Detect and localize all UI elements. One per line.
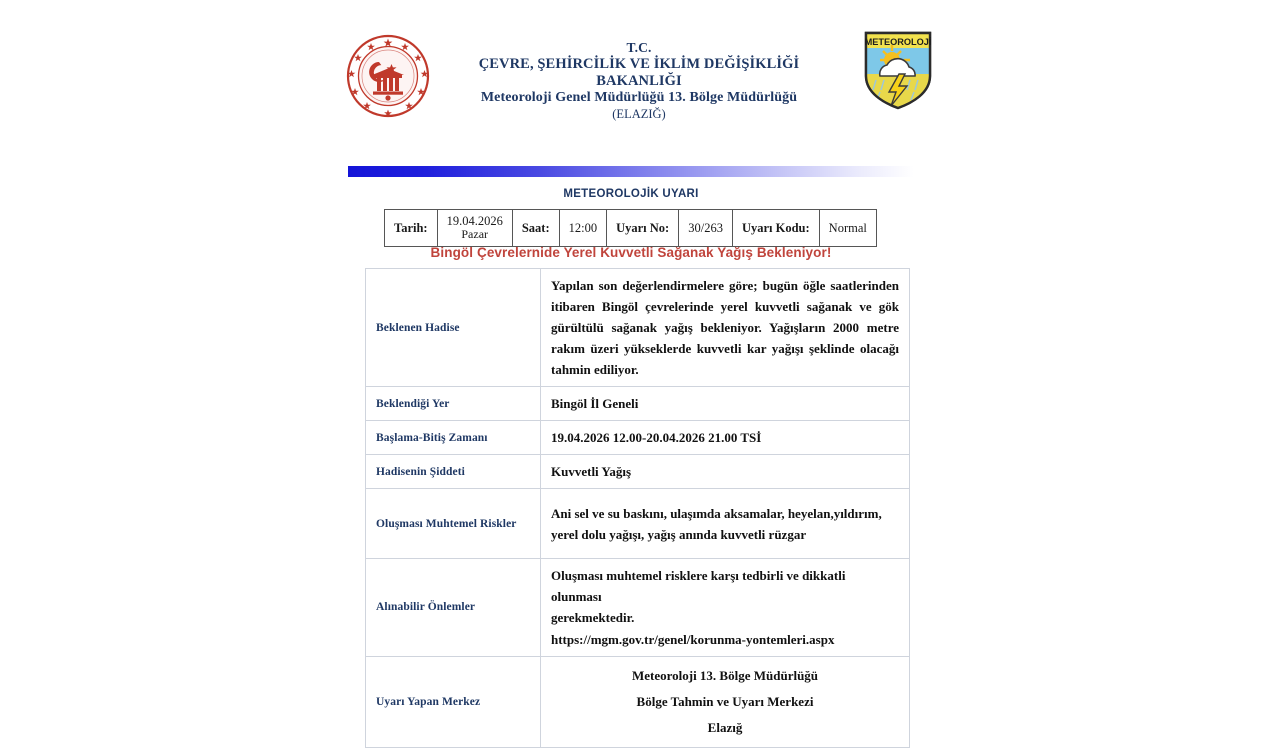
table-row-expected-area [366,387,910,421]
value-start-end-time: 19.04.2026 12.00-20.04.2026 21.00 TSİ [541,421,910,455]
label-event-severity: Hadisenin Şiddeti [366,455,541,489]
date-value [437,210,512,247]
header-line-bakanlik: BAKANLIĞI [596,73,682,90]
warning-no-label: Uyarı No: [607,210,679,247]
value-possible-risks: Ani sel ve su baskını, ulaşımda aksamalar, heyelan,yıldırım, yerel dolu yağışı, yağış anında kuvvetli rüzgar [541,489,910,559]
precautions-url[interactable]: https://mgm.gov.tr/genel/korunma-yontemleri.aspx [551,631,835,647]
value-expected-area: Bingöl İl Geneli [541,387,910,421]
value-issuing-center [541,656,910,747]
value-precautions [541,559,910,656]
shield-label: METEOROLOJİ [864,37,932,47]
value-event-severity: Kuvvetli Yağış [541,455,910,489]
label-expected-event: Beklenen Hadise [366,269,541,387]
table-row-event-severity [366,455,910,489]
table-row-issuing-center [366,656,910,747]
date-day-text: Pazar [461,227,489,242]
header-title-block [474,30,804,121]
precautions-line-1: Oluşması muhtemel risklere karşı tedbirli ve dikkatli olunması [551,568,846,605]
table-row-expected-event [366,269,910,387]
table-row-possible-risks [366,489,910,559]
value-expected-event: Yapılan son değerlendirmelere göre; bugün öğle saatlerinden itibaren Bingöl çevrelerinde yerel kuvvetli sağanak ve gök gürültülü sağanak yağış bekleniyor. Yağışların 2000 metre rakım üzeri yükseklerde kuvvetli kar yağışı şeklinde olacağı tahmin ediliyor. [541,269,910,387]
label-start-end-time: Başlama-Bitiş Zamanı [366,421,541,455]
meteorology-shield-logo [862,30,934,110]
gradient-divider-bar [348,166,914,177]
document-header [0,0,1280,121]
time-label: Saat: [512,210,559,247]
section-heading-meteorological-warning: METEOROLOJİK UYARI [563,188,699,200]
issuing-center-line-3: Elazığ [707,719,743,735]
date-label: Tarih: [385,210,438,247]
table-row-precautions [366,559,910,656]
meta-row [385,210,877,247]
header-line-tc: T.C. [626,40,652,55]
issuing-center-line-1: Meteoroloji 13. Bölge Müdürlüğü [631,667,819,683]
header-line-ministry: ÇEVRE, ŞEHİRCİLİK VE İKLİM DEĞİŞİKLİĞİ [478,55,800,72]
warning-meta-table [384,209,877,247]
ministry-seal-logo [346,34,430,118]
warning-no-value: 30/263 [679,210,733,247]
header-line-region: Meteoroloji Genel Müdürlüğü 13. Bölge Müdürlüğü [480,90,798,106]
time-value: 12:00 [559,210,606,247]
label-possible-risks: Oluşması Muhtemel Riskler [366,489,541,559]
label-precautions: Alınabilir Önlemler [366,559,541,656]
date-value-text: 19.04.2026 [446,214,503,228]
warning-code-label: Uyarı Kodu: [732,210,819,247]
warning-details-table [365,268,910,748]
meteorology-shield-svg [862,30,934,110]
warning-headline: Bingöl Çevrelernide Yerel Kuvvetli Sağanak Yağış Bekleniyor! [430,245,832,260]
label-expected-area: Beklendiği Yer [366,387,541,421]
precautions-line-2: gerekmektedir. [551,610,635,626]
issuing-center-line-2: Bölge Tahmin ve Uyarı Merkezi [636,693,814,709]
label-issuing-center: Uyarı Yapan Merkez [366,656,541,747]
warning-code-value: Normal [819,210,876,247]
header-line-city: (ELAZIĞ) [612,106,666,121]
table-row-start-end-time [366,421,910,455]
ministry-seal-svg [346,34,430,118]
